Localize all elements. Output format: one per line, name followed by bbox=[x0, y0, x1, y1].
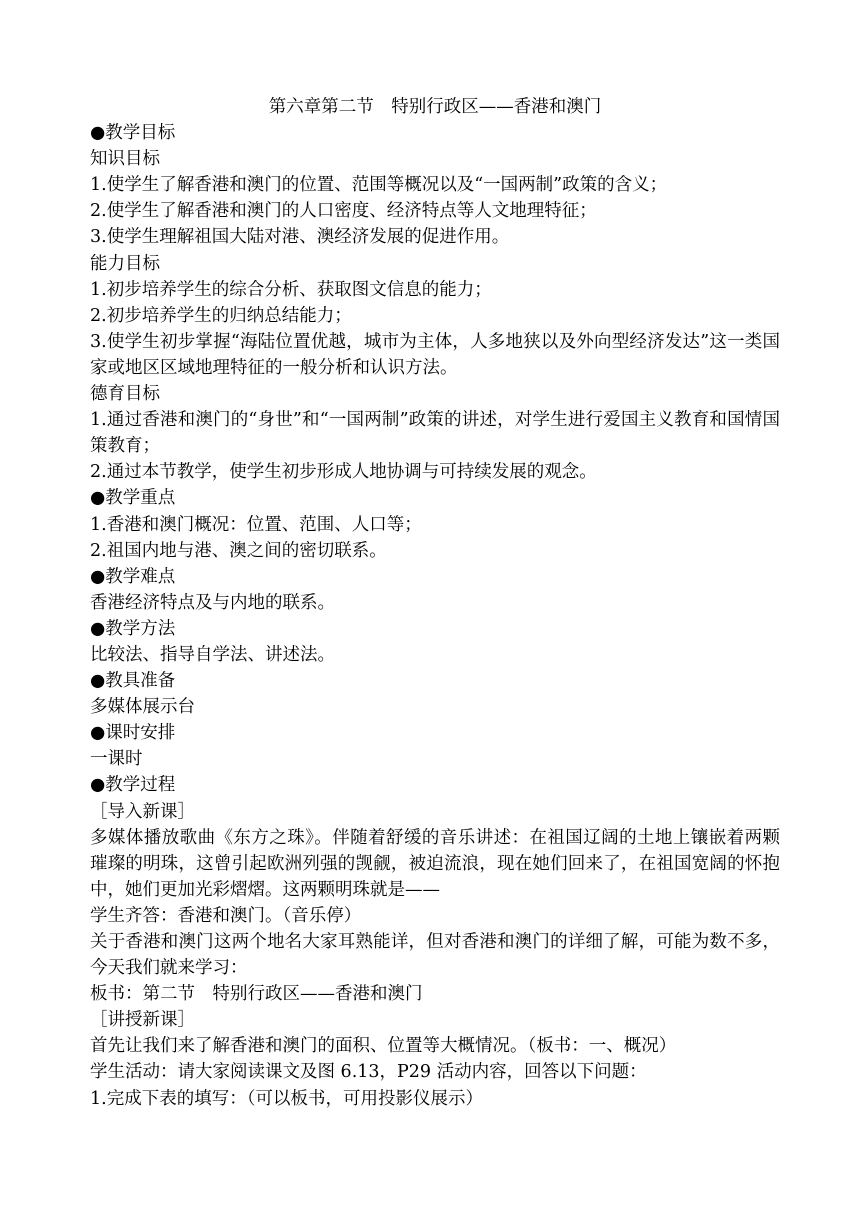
section-heading-objectives: ●教学目标 bbox=[90, 123, 176, 144]
body-paragraph: 关于香港和澳门这两个地名大家耳熟能详，但对香港和澳门的详细了解，可能为数不多，今天我们就来学习： bbox=[90, 932, 780, 979]
body-text: 学生活动：请大家阅读课文及图 6.13，P29 活动内容，回答以下问题： bbox=[90, 1062, 647, 1083]
document-title: 第六章第二节 特别行政区——香港和澳门 bbox=[268, 97, 602, 117]
body-text: 一课时 bbox=[90, 749, 143, 770]
list-item: 1.香港和澳门概况：位置、范围、人口等； bbox=[90, 514, 422, 535]
body-text: 首先让我们来了解香港和澳门的面积、位置等大概情况。（板书：一、概况） bbox=[90, 1036, 677, 1057]
list-item: 1.使学生了解香港和澳门的位置、范围等概况以及“一国两制”政策的含义； bbox=[90, 175, 668, 196]
list-item: 1.初步培养学生的综合分析、获取图文信息的能力； bbox=[90, 279, 492, 300]
section-heading-difficulties: ●教学难点 bbox=[90, 566, 176, 587]
body-text: 香港经济特点及与内地的联系。 bbox=[90, 592, 335, 613]
list-item: 1.完成下表的填写：（可以板书，可用投影仪展示） bbox=[90, 1088, 483, 1109]
body-text: 比较法、指导自学法、讲述法。 bbox=[90, 644, 335, 665]
list-item: 1.通过香港和澳门的“身世”和“一国两制”政策的讲述，对学生进行爱国主义教育和国情国策教育； bbox=[90, 410, 780, 457]
subheading-intro: ［导入新课］ bbox=[90, 801, 195, 822]
section-heading-methods: ●教学方法 bbox=[90, 618, 176, 639]
body-text: 多媒体展示台 bbox=[90, 697, 195, 718]
document-page bbox=[90, 94, 780, 1112]
subheading-new-lesson: ［讲授新课］ bbox=[90, 1010, 195, 1031]
subheading-moral: 德育目标 bbox=[90, 384, 160, 405]
list-item: 2.初步培养学生的归纳总结能力； bbox=[90, 305, 352, 326]
board-note: 板书：第二节 特别行政区——香港和澳门 bbox=[90, 984, 423, 1005]
section-heading-process: ●教学过程 bbox=[90, 775, 176, 796]
list-item: 2.祖国内地与港、澳之间的密切联系。 bbox=[90, 540, 387, 561]
list-item: 2.使学生了解香港和澳门的人口密度、经济特点等人文地理特征； bbox=[90, 201, 597, 222]
body-paragraph: 多媒体播放歌曲《东方之珠》。伴随着舒缓的音乐讲述：在祖国辽阔的土地上镶嵌着两颗璀璨的明珠，这曾引起欧洲列强的觊觎，被迫流浪，现在她们回来了，在祖国宽阔的怀抱中，她们更加光彩熠熠。这两颗明珠就是—— bbox=[90, 827, 780, 900]
subheading-ability: 能力目标 bbox=[90, 253, 160, 274]
list-item: 3.使学生理解祖国大陆对港、澳经济发展的促进作用。 bbox=[90, 227, 510, 248]
list-item: 2.通过本节教学，使学生初步形成人地协调与可持续发展的观念。 bbox=[90, 462, 597, 483]
list-item: 3.使学生初步掌握“海陆位置优越，城市为主体，人多地狭以及外向型经济发达”这一类国家或地区区域地理特征的一般分析和认识方法。 bbox=[90, 331, 780, 378]
body-text: 学生齐答：香港和澳门。（音乐停） bbox=[90, 905, 362, 926]
section-heading-key-points: ●教学重点 bbox=[90, 488, 176, 509]
subheading-knowledge: 知识目标 bbox=[90, 149, 160, 170]
section-heading-schedule: ●课时安排 bbox=[90, 723, 176, 744]
section-heading-materials: ●教具准备 bbox=[90, 671, 176, 692]
